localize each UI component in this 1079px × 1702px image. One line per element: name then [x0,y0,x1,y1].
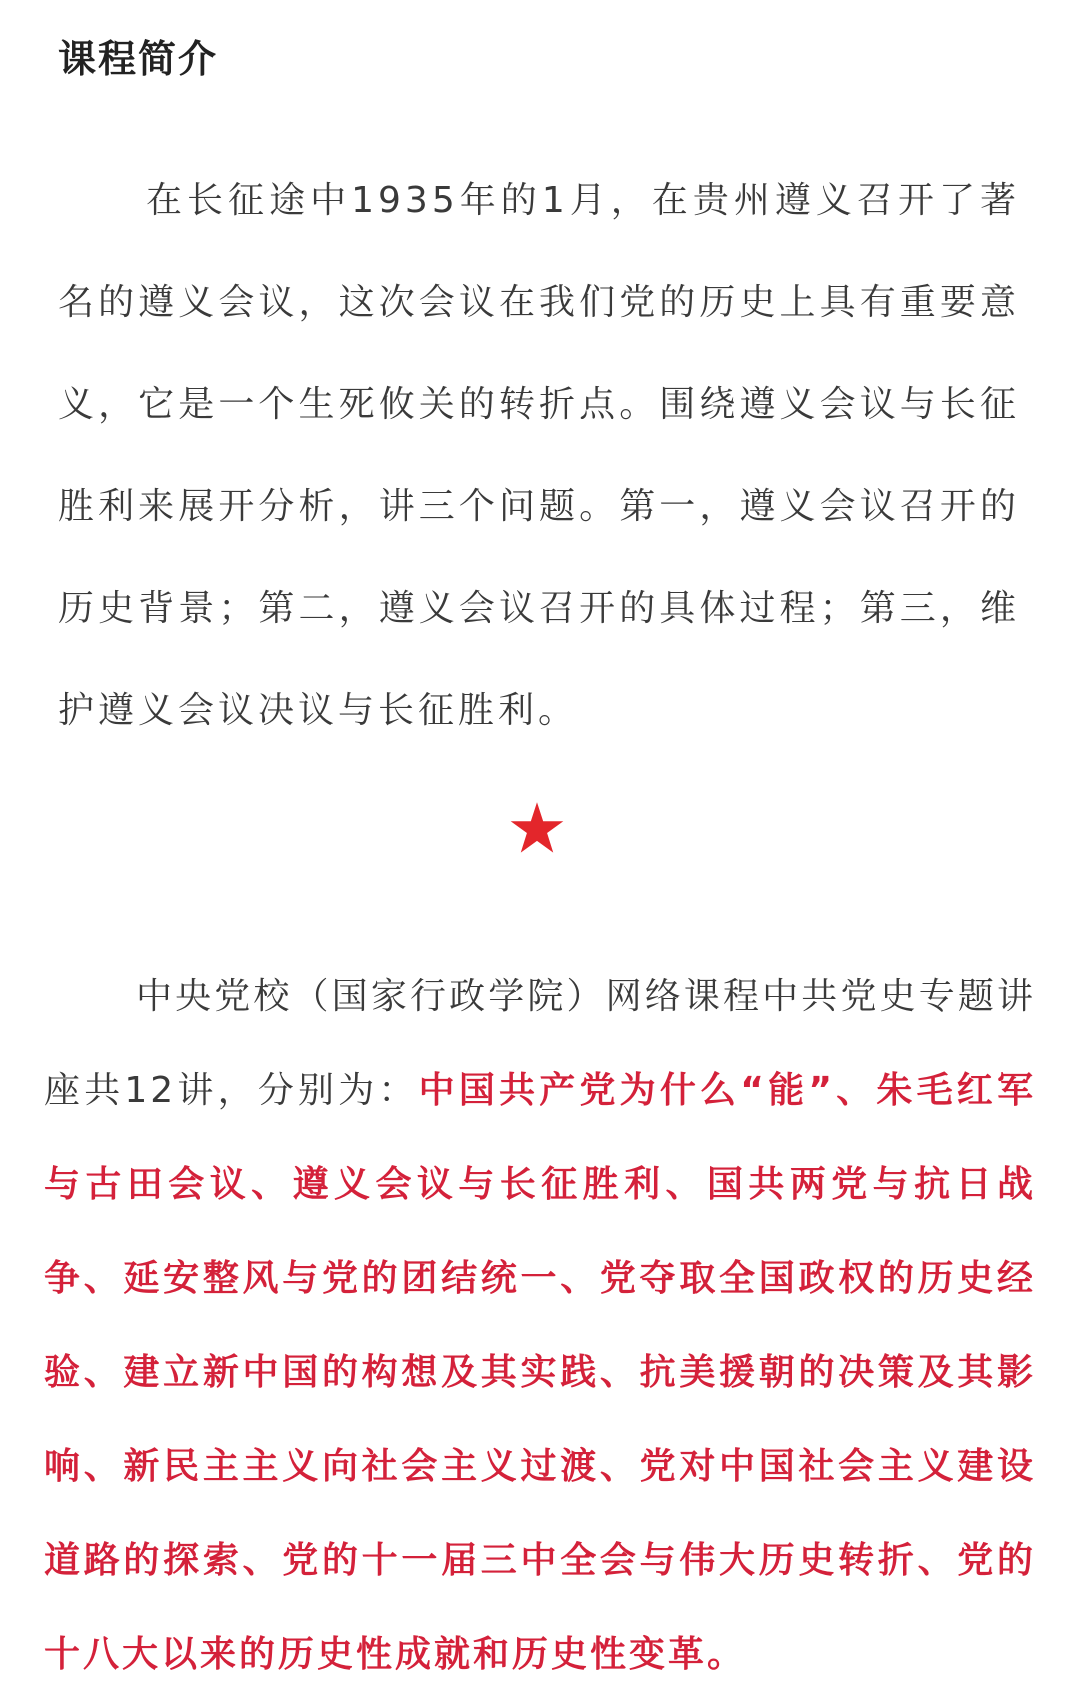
lectures-paragraph [44,950,1036,1702]
star-divider [509,800,565,856]
star-icon [509,800,565,856]
lecture-list: 中国共产党为什么“能”、朱毛红军与古田会议、遵义会议与长征胜利、国共两党与抗日战争、延安整风与党的团结统一、党夺取全国政权的历史经验、建立新中国的构想及其实践、抗美援朝的决策及其影响、新民主主义向社会主义过渡、党对中国社会主义建设道路的探索、党的十一届三中全会与伟大历史转折、党的十八大以来的历史性成就和历史性变革。 [44,1070,1036,1675]
lectures-lead: 中央党校（国家行政学院）网络课程中共党史专题讲座共12讲，分别为： [44,976,1036,1111]
star-shape [511,802,564,852]
intro-paragraph: 在长征途中1935年的1月，在贵州遵义召开了著名的遵义会议，这次会议在我们党的历史上具有重要意义，它是一个生死攸关的转折点。围绕遵义会议与长征胜利来展开分析，讲三个问题。第一，遵义会议召开的历史背景；第二，遵义会议召开的具体过程；第三，维护遵义会议决议与长征胜利。 [58,180,1020,731]
section-title: 课程简介 [58,37,219,81]
